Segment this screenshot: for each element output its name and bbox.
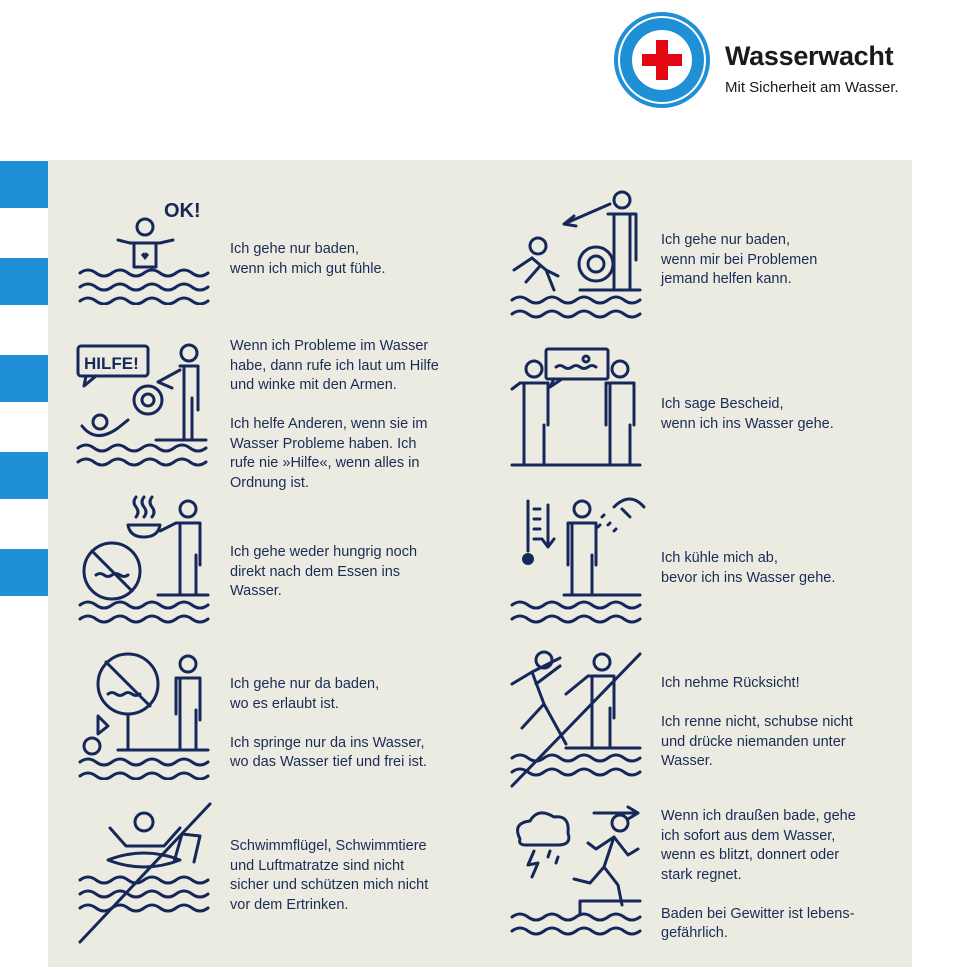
brand-name: Wasserwacht xyxy=(725,41,894,71)
no-swimming-sign-icon xyxy=(78,650,218,780)
rule-text-cool-down: Ich kühle mich ab, bevor ich ins Wasser gehe. xyxy=(661,550,836,586)
rule-text-thunderstorm: Wenn ich draußen bade, gehe ich sofort aus dem Wasser, wenn es blitzt, donnert oder stark regnet. Baden bei Gewitter ist lebens- gefährlich. xyxy=(661,808,856,941)
rule-text-call-help: Wenn ich Probleme im Wasser habe, dann rufe ich laut um Hilfe und winke mit den Armen. Ich helfe Anderen, wenn sie im Wasser Probleme haben. Ich rufe nie »Hilfe«, wenn alles in Ordnung ist. xyxy=(230,338,439,491)
rule-text-allowed-places: Ich gehe nur da baden, wo es erlaubt ist. Ich springe nur da ins Wasser, wo das Wasser tief und frei ist. xyxy=(230,676,427,770)
rule-text-tell-someone: Ich sage Bescheid, wenn ich ins Wasser gehe. xyxy=(661,396,834,432)
decor-stripe xyxy=(0,549,48,596)
no-swim-after-eating-icon xyxy=(78,495,218,630)
brand-tagline: Mit Sicherheit am Wasser. xyxy=(725,79,899,96)
thunderstorm-leave-water-icon xyxy=(510,805,650,940)
decor-stripe xyxy=(0,355,48,402)
no-pushing-icon xyxy=(510,648,650,788)
tell-someone-icon xyxy=(510,345,650,480)
help-lifebuoy-icon xyxy=(76,340,216,470)
decor-stripe xyxy=(0,258,48,305)
rule-text-supervision: Ich gehe nur baden, wenn mir bei Problemen jemand helfen kann. xyxy=(661,232,818,287)
rule-text-hunger: Ich gehe weder hungrig noch direkt nach dem Essen ins Wasser. xyxy=(230,544,418,599)
no-inflatables-icon xyxy=(78,800,218,945)
ok-bubble-text: OK! xyxy=(164,200,201,222)
rule-text-feel-good: Ich gehe nur baden, wenn ich mich gut fühle. xyxy=(230,241,386,277)
decor-stripe xyxy=(0,161,48,208)
rule-text-inflatables: Schwimmflügel, Schwimmtiere und Luftmatratze sind nicht sicher und schützen mich nicht vor dem Ertrinken. xyxy=(230,838,429,913)
hilfe-bubble-text: HILFE! xyxy=(84,354,139,373)
cool-down-shower-icon xyxy=(510,495,650,635)
drk-emblem-icon xyxy=(612,10,722,110)
decor-stripe xyxy=(0,452,48,499)
rule-text-consideration: Ich nehme Rücksicht! Ich renne nicht, schubse nicht und drücke niemanden unter Wasser. xyxy=(661,675,853,769)
ok-swimmer-icon xyxy=(78,195,218,305)
supervised-swimming-icon xyxy=(510,190,650,325)
